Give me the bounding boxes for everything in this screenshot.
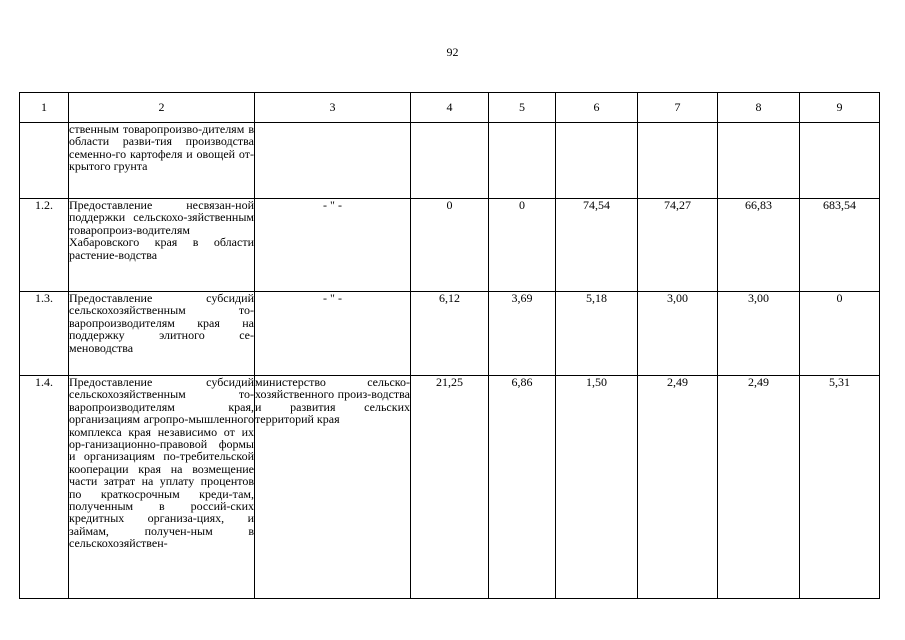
value-cell: 0 [800,292,880,376]
column-header: 7 [638,93,718,123]
value-cell [638,123,718,199]
row-number-cell: 1.2. [20,199,69,292]
table-row [20,376,880,599]
page-number: 92 [446,45,459,59]
column-header: 4 [411,93,489,123]
value-cell: 6,12 [411,292,489,376]
table-row [20,199,880,292]
value-cell [800,123,880,199]
description-cell: Предоставление несвязан-ной поддержки сельскохо-зяйственным товаропроиз-водителям Хабаровского края в области растение-водства [69,199,255,292]
value-cell: 3,69 [489,292,556,376]
value-cell: 5,31 [800,376,880,599]
value-cell: 2,49 [718,376,800,599]
executor-cell: министерство сельско-хозяйственного произ-водства и развития сельских территорий края [255,376,411,599]
row-number-cell: 1.4. [20,376,69,599]
data-table [19,92,880,599]
executor-cell [255,123,411,199]
executor-cell: - " - [255,199,411,292]
column-header: 6 [556,93,638,123]
value-cell [489,123,556,199]
value-cell: 3,00 [638,292,718,376]
column-header: 1 [20,93,69,123]
value-cell: 5,18 [556,292,638,376]
description-cell: ственным товаропроизво-дителям в области разви-тия производства семенно-го картофеля и овощей от-крытого грунта [69,123,255,199]
executor-cell: - " - [255,292,411,376]
value-cell: 74,27 [638,199,718,292]
column-header: 9 [800,93,880,123]
description-cell: Предоставление субсидий сельскохозяйственным то-варопроизводителям края на поддержку элитного се-меноводства [69,292,255,376]
value-cell: 3,00 [718,292,800,376]
column-header: 8 [718,93,800,123]
value-cell: 6,86 [489,376,556,599]
value-cell: 683,54 [800,199,880,292]
column-header: 5 [489,93,556,123]
row-number-cell [20,123,69,199]
value-cell: 2,49 [638,376,718,599]
value-cell: 74,54 [556,199,638,292]
value-cell: 1,50 [556,376,638,599]
value-cell: 21,25 [411,376,489,599]
table-header-row [20,93,880,123]
value-cell [556,123,638,199]
table-row [20,292,880,376]
value-cell: 0 [489,199,556,292]
value-cell [411,123,489,199]
row-number-cell: 1.3. [20,292,69,376]
column-header: 3 [255,93,411,123]
value-cell: 0 [411,199,489,292]
column-header: 2 [69,93,255,123]
value-cell: 66,83 [718,199,800,292]
table-row [20,123,880,199]
value-cell [718,123,800,199]
description-cell: Предоставление субсидий сельскохозяйственным то-варопроизводителям края, организациям агропро-мышленного комплекса края независимо от их ор-ганизационно-правовой формы и организациям по-требительской кооперации края на возмещение части затрат на уплату процентов по краткосрочным креди-там, полученным в россий-ских кредитных организа-циях, и займам, получен-ным в сельскохозяйствен- [69,376,255,599]
